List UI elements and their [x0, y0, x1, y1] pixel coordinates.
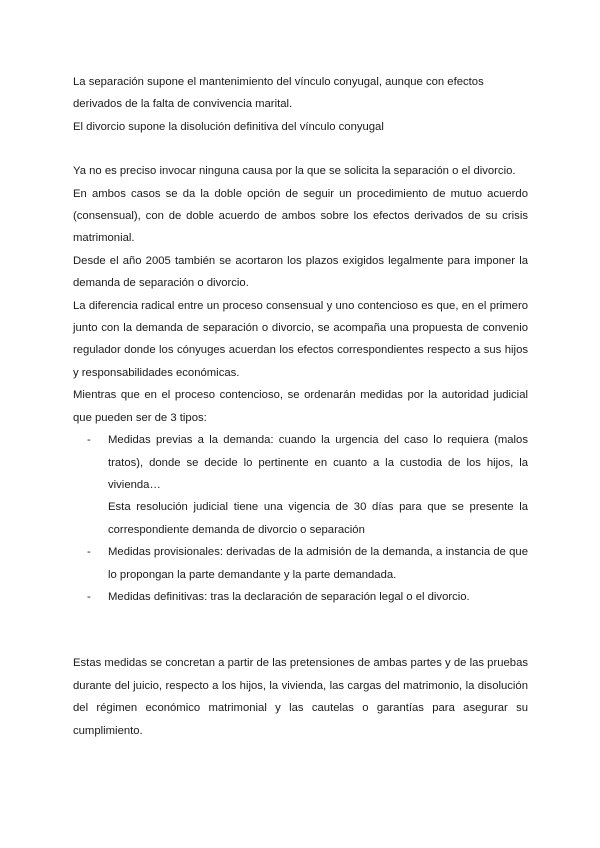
body-paragraph-difference: La diferencia radical entre un proceso consensual y uno contencioso es que, en el primero junto con la demanda de separación o divorcio, se acompaña una propuesta de convenio regulador donde los cónyuges acuerdan los efectos correspondientes respecto a sus hijos y responsabilidades económicas.: [73, 299, 528, 379]
body-paragraph-2005: Desde el año 2005 también se acortaron los plazos exigidos legalmente para imponer la demanda de separación o divorcio.: [73, 254, 528, 290]
list-item-text: Medidas definitivas: tras la declaración de separación legal o el divorcio.: [108, 590, 470, 603]
list-item-provisional-measures: [73, 541, 528, 586]
list-item-subtext: Esta resolución judicial tiene una vigencia de 30 días para que se presente la correspondiente demanda de divorcio o separación: [108, 501, 528, 536]
body-paragraph-contentious: Mientras que en el proceso contencioso, se ordenarán medidas por la autoridad judicial que pueden ser de 3 tipos:: [73, 389, 528, 424]
measures-list: [73, 429, 528, 608]
intro-paragraph-separation: La separación supone el mantenimiento del vínculo conyugal, aunque con efectos derivados de la falta de convivencia marital.: [73, 76, 484, 111]
list-bullet: -: [87, 434, 91, 447]
list-item-text: Medidas previas a la demanda: cuando la urgencia del caso lo requiera (malos tratos), donde se decide lo pertinente en cuanto a la custodia de los hijos, la vivienda…: [108, 434, 528, 491]
list-item-previous-measures: [73, 429, 528, 541]
body-paragraph-mutual-agreement: En ambos casos se da la doble opción de seguir un procedimiento de mutuo acuerdo (consensual), con de doble acuerdo de ambos sobre los efectos derivados de su crisis matrimonial.: [73, 187, 528, 245]
spacer: [73, 608, 528, 652]
closing-paragraph: Estas medidas se concretan a partir de las pretensiones de ambas partes y de las pruebas durante del juicio, respecto a los hijos, la vivienda, las cargas del matrimonio, la disolución del régimen económico matrimonial y las cautelas o garantías para asegurar su cumplimiento.: [73, 657, 528, 737]
intro-paragraph-divorce: El divorcio supone la disolución definitiva del vínculo conyugal: [73, 120, 384, 133]
body-paragraph-no-cause: Ya no es preciso invocar ninguna causa por la que se solicita la separación o el divorcio.: [73, 165, 516, 178]
list-item-definitive-measures: [73, 586, 528, 608]
spacer: [73, 138, 528, 160]
list-item-text: Medidas provisionales: derivadas de la admisión de la demanda, a instancia de que lo propongan la parte demandante y la parte demandada.: [108, 546, 528, 581]
document-page: [73, 71, 528, 742]
list-bullet: -: [87, 546, 91, 559]
list-bullet: -: [87, 590, 91, 603]
